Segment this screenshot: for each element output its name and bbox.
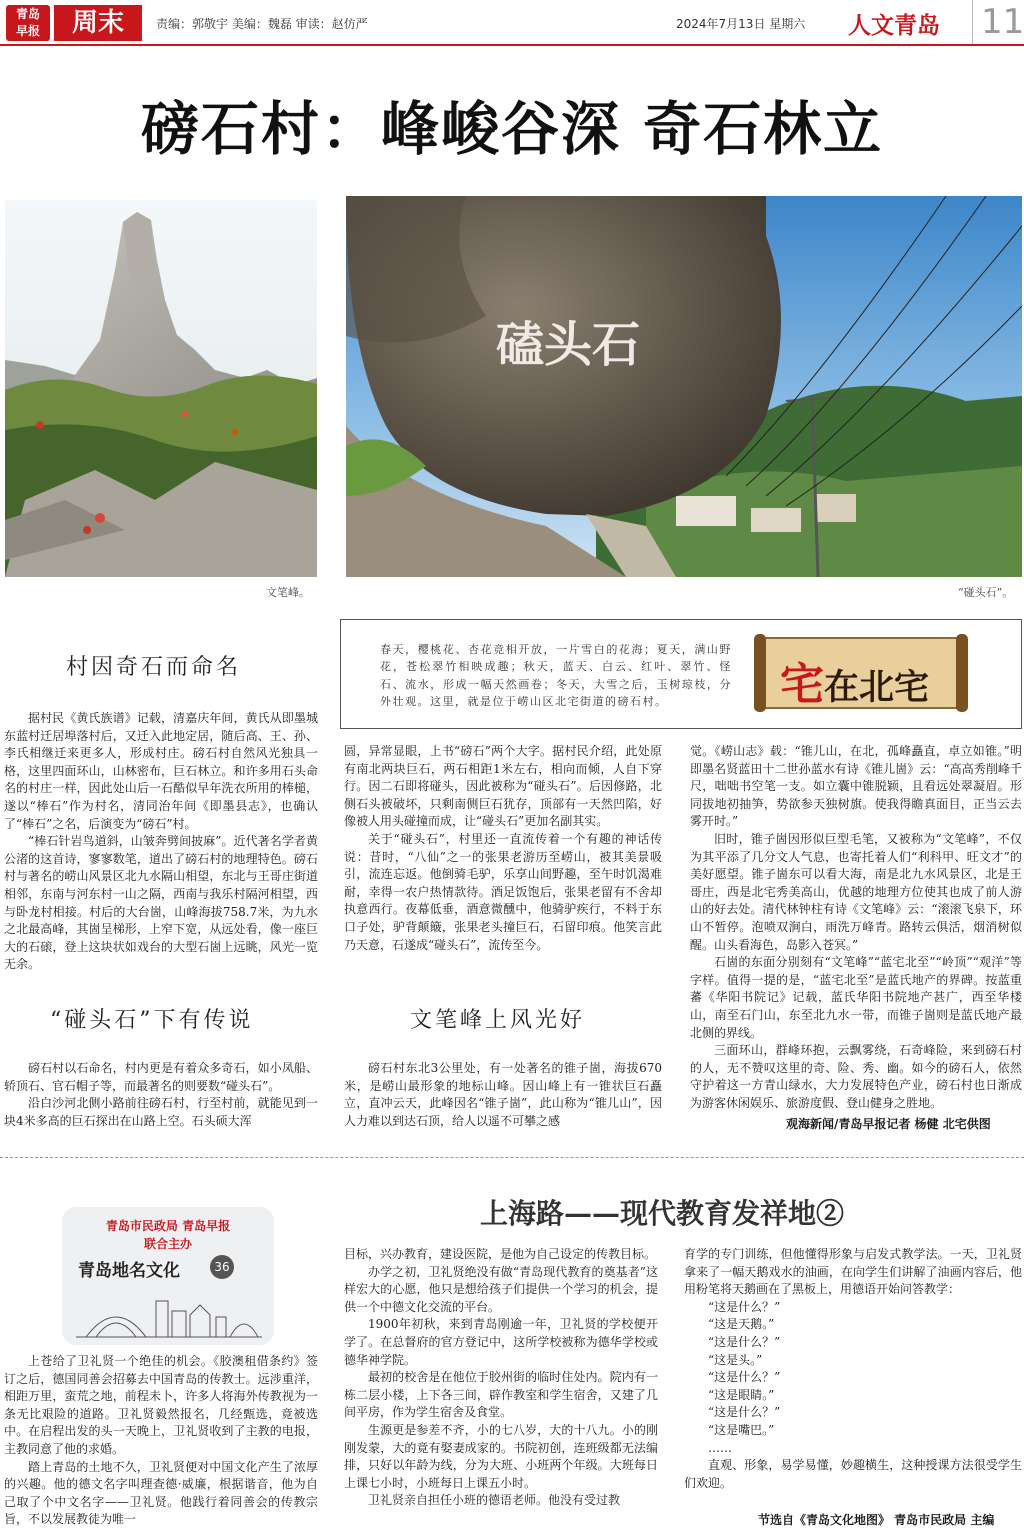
subhead-pengtou-legend: “碰头石”下有传说 xyxy=(50,1008,254,1033)
left-photo-caption: 文笔峰。 xyxy=(266,586,310,599)
article1-col1 xyxy=(4,710,318,974)
place-name-culture-badge xyxy=(62,1207,274,1345)
article2-dialog-line: “这是眼睛。” xyxy=(708,1387,775,1402)
article1-byline: 观海新闻/青岛早报记者 杨健 北宅供图 xyxy=(786,1117,991,1131)
article2-col2-para: 办学之初，卫礼贤绝没有做“青岛现代教育的奠基者”这样宏大的心愿，他只是想给孩子们提供一个学习的机会，提供一个中德文化交流的平台。 xyxy=(344,1264,658,1314)
article2-col3 xyxy=(684,1246,1022,1492)
article2-dialog-line: “这是头。” xyxy=(708,1352,763,1367)
article2-dialog-line: …… xyxy=(708,1440,732,1455)
article2-headline: 上海路——现代教育发祥地② xyxy=(480,1197,845,1230)
column-title xyxy=(780,648,929,712)
article1-col2b xyxy=(344,1060,662,1130)
article2-col2-para: 最初的校舍是在他位于胶州街的临时住处内。院内有一栋二层小楼，上下各三间，辟作教室和学生宿舍，又建了几间平房，作为学生宿舍及食堂。 xyxy=(344,1370,658,1420)
article1-col1-para: “棒石针岩鸟道斜，山皱奔劈间披麻”。近代著名学者黄公渚的这首诗，寥寥数笔，道出了磅石村的地理特色。磅石村与著名的崂山风景区北九水隔山相望，东北与王哥庄街道相邻，东南与河东村一山之隔，西南与我乐村隔河相望，西与卧龙村相接。村后的大台崮，山峰海拔758.7米，为九水之北最高峰，其崮呈梯形，上窄下宽，从远处看，像一座巨大的石磙，登上这块状如戏台的大型石崮上远眺，风光一览无余。 xyxy=(4,834,318,972)
article2-col2 xyxy=(344,1246,658,1510)
article2-col1-para: 上苍给了卫礼贤一个绝佳的机会。《胶澳租借条约》签订之后，德国同善会招募去中国青岛的传教士。远涉重洋，相距万里，蛮荒之地，前程未卜，许多人将海外传教视为一条无比艰险的道路。卫礼贤毅然报名，几经甄选，竟被选中。在启程出发的头一天晚上，卫礼贤收到了主教的电报，主教同意了他的求婚。 xyxy=(4,1354,318,1456)
article1-col2 xyxy=(344,743,662,954)
article2-col2-para: 目标，兴办教育，建设医院，是他为自己设定的传教目标。 xyxy=(344,1247,657,1261)
article2-dialog-line: “这是什么？” xyxy=(708,1299,781,1314)
pengtou-stone-photo xyxy=(346,196,1022,577)
subhead-wenbi-peak: 文笔峰上风光好 xyxy=(410,1008,586,1033)
article1-col3-para: 三面环山，群峰环抱，云飘雾绕，石奇峰险，来到磅石村的人，无不赞叹这里的奇、险、秀、幽。如今的磅石人，依然守护着这一方青山绿水，大力发展特色产业，磅石村也日渐成为游客休闲娱乐、旅游度假、登山健身之胜地。 xyxy=(690,1043,1022,1110)
article1-col3-para: 觉。《崂山志》载：“锥儿山，在北，孤峰矗直，卓立如锥。”明即墨名贤蓝田十二世孙蓝水有诗《锥儿崮》云：“高高秀削峰千尺，咄咄书空笔一支。如立囊中锥脱颖，且看远处翠凝眉。形同拔地初抽笋，势欲参天独树旗。使我得瞻真面目，正当云去雾开时。” xyxy=(690,744,1022,829)
badge-organizers: 青岛市民政局 青岛早报 xyxy=(105,1219,231,1233)
article2-col2-para: 生源更是参差不齐，小的七八岁，大的十八九。小的刚刚发蒙，大的竟有娶妻成家的。书院初创，连班级都无法编排，只好以年龄为线，分为大班、小班两个年级。大班每日上课七小时，小班每日上课五小时。 xyxy=(344,1422,658,1490)
section-name: 人文青岛 xyxy=(848,13,940,39)
weekend-section-tab: 周末 xyxy=(54,5,142,41)
article2-col3-para: 直观、形象，易学易懂，妙趣横生，这种授课方法很受学生们欢迎。 xyxy=(684,1458,1022,1490)
badge-number: 36 xyxy=(210,1255,234,1279)
article1-col3-para: 石崮的东面分别刻有“文笔峰”“蓝宅北至”“岭顶”“观洋”等字样。值得一提的是，“蓝宅北至”是蓝氏地产的界碑。按蓝重蕃《华阳书院记》记载，蓝氏华阳书院地产甚广，西至华楼山，南至石门山，东至北九水一带，而锥子崮则是蓝氏地产最北侧的界线。 xyxy=(690,955,1022,1040)
article2-dialog-line: “这是天鹅。” xyxy=(708,1317,775,1332)
article2-dialog-line: “这是嘴巴。” xyxy=(708,1422,775,1437)
article2-dialog-line: “这是什么？” xyxy=(708,1405,781,1420)
article2-col1 xyxy=(4,1353,318,1529)
article1-col3-para: 旧时，锥子崮因形似巨型毛笔，又被称为“文笔峰”，不仅为其平添了几分文人气息，也寄托着人们“利科甲、旺文才”的美好愿望。锥子崮东可以看大海，南是北九水风景区，北是王哥庄，西是北宅秀美高山，优越的地理方位使其也成了前人游山的好去处。清代林钟柱有诗《文笔峰》云：“滚滚飞泉下，环山不暂停。泡喷双涧白，雨洗万峰青。路转云俱活，烟消树似醒。山头看海色，岛影入苍冥。” xyxy=(690,831,1022,952)
article1-col3 xyxy=(690,743,1022,1112)
article1-col1b-para: 磅石村以石命名，村内更是有着众多奇石，如小凤船、轿顶石、官石帽子等，而最著名的则要数“碰头石”。 xyxy=(4,1061,318,1093)
article1-col1b-para: 沿白沙河北侧小路前往磅石村，行至村前，就能见到一块4米多高的巨石探出在山路上空。石头硕大浑 xyxy=(4,1096,318,1128)
editor-credits: 责编：郭敬宇 美编：魏磊 审读：赵仿严 xyxy=(156,17,368,31)
article2-dialog-line: “这是什么？” xyxy=(708,1370,781,1385)
article1-col2b-para: 磅石村东北3公里处，有一处著名的锥子崮，海拔670米，是崂山最形象的地标山峰。因山峰上有一锥状巨石矗立，直冲云天，此峰因名“锥子崮”，此山称为“锥儿山”，因人力难以到达石顶，给人以遥不可攀之感 xyxy=(344,1061,662,1128)
main-headline: 磅石村：峰峻谷深 奇石林立 xyxy=(140,95,884,163)
page-number: 11 xyxy=(972,0,1024,44)
article2-col2-para: 卫礼贤亲自担任小班的德语老师。他没有受过教 xyxy=(368,1493,621,1508)
rock-carving: 磕头石 xyxy=(496,317,641,373)
article1-col1-para: 据村民《黄氏族谱》记载，清嘉庆年间，黄氏从即墨城东蓝村迁居埠落村后，又迁入此地定居，随后高、王、孙、李氏相继迁来更多人，形成村庄。磅石村自然风光独具一格，这里四面环山，山林密布，巨石林立。和许多用石头命名的村庄一样，因此处山后一石酷似早年洗衣所用的棒槌，遂以“棒石”作为村名，清同治年间《即墨县志》，也确认了“棒石”之名，后演变为“磅石”村。 xyxy=(4,711,318,831)
article1-col2-para: 圆，异常显眼，上书“磅石”两个大字。据村民介绍，此处原有南北两块巨石，两石相距1米左右，相向而倾，人自下穿行。因二石即将碰头，因此被称为“碰头石”。后因修路，北侧石头被破坏，只剩南侧巨石犹存，顶部有一天然凹陷，好像被人用头碰撞而成，让“碰头石”更加名副其实。 xyxy=(344,744,662,829)
intro-text: 春天，樱桃花、杏花竞相开放，一片雪白的花海；夏天，满山野花，苍松翠竹相映成趣；秋天，蓝天、白云、红叶、翠竹、怪石、流水，形成一幅天然画卷；冬天，大雪之后，玉树琼枝，分外壮观。这里，就是位于崂山区北宅街道的磅石村。 xyxy=(380,643,732,709)
logo-line-2: 早报 xyxy=(15,24,40,38)
article2-col1-para: 踏上青岛的土地不久，卫礼贤便对中国文化产生了浓厚的兴趣。他的德文名字叫理查德·威廉，根据谐音，他为自己取了个中文名字——卫礼贤。他践行着同善会的传教宗旨，不以发展教徒为唯一 xyxy=(4,1459,318,1527)
article2-col3-para: 育学的专门训练，但他懂得形象与启发式教学法。一天，卫礼贤拿来了一幅天鹅戏水的油画，在向学生们讲解了油画内容后，他用粉笔将天鹅画在了黑板上，用德语开始问答教学： xyxy=(684,1247,1022,1297)
subhead-village-name: 村因奇石而命名 xyxy=(66,655,242,680)
issue-date: 2024年7月13日 星期六 xyxy=(676,17,806,31)
badge-cohost: 联合主办 xyxy=(143,1237,192,1251)
article2-dialog-line: “这是什么？” xyxy=(708,1334,781,1349)
column-title-rest: 在北宅 xyxy=(824,668,930,708)
right-photo-caption: “碰头石”。 xyxy=(958,586,1014,599)
newspaper-logo xyxy=(6,5,50,41)
wenbi-peak-photo xyxy=(5,200,317,577)
column-title-big-char: 宅 xyxy=(780,659,824,710)
city-skyline-icon xyxy=(76,1287,262,1339)
badge-title: 青岛地名文化 xyxy=(78,1261,180,1281)
article2-col2-para: 1900年初秋，来到青岛刚逾一年，卫礼贤的学校便开学了。在总督府的官方登记中，这所学校被称为德华学校或德华神学院。 xyxy=(344,1317,658,1367)
article1-col1b xyxy=(4,1060,318,1130)
article2-source: 节选自《青岛文化地图》 青岛市民政局 主编 xyxy=(758,1513,995,1527)
logo-line-1: 青岛 xyxy=(15,7,40,21)
article1-col2-para: 关于“碰头石”，村里还一直流传着一个有趣的神话传说：昔时，“八仙”之一的张果老游历至崂山，被其美景吸引，流连忘返。他倒骑毛驴，乐享山间野趣，至午时饥渴难耐，幸得一农户热情款待。酒足饭饱后，张果老留有不舍却执意西行。夜幕低垂，酒意微醺中，他骑驴疾行，不料于东口子处，驴背颠簸，张果老头撞巨石，石留印痕。他笑言此乃天意，石遂成“碰头石”，流传至今。 xyxy=(344,831,662,952)
section-divider xyxy=(0,1157,1024,1158)
